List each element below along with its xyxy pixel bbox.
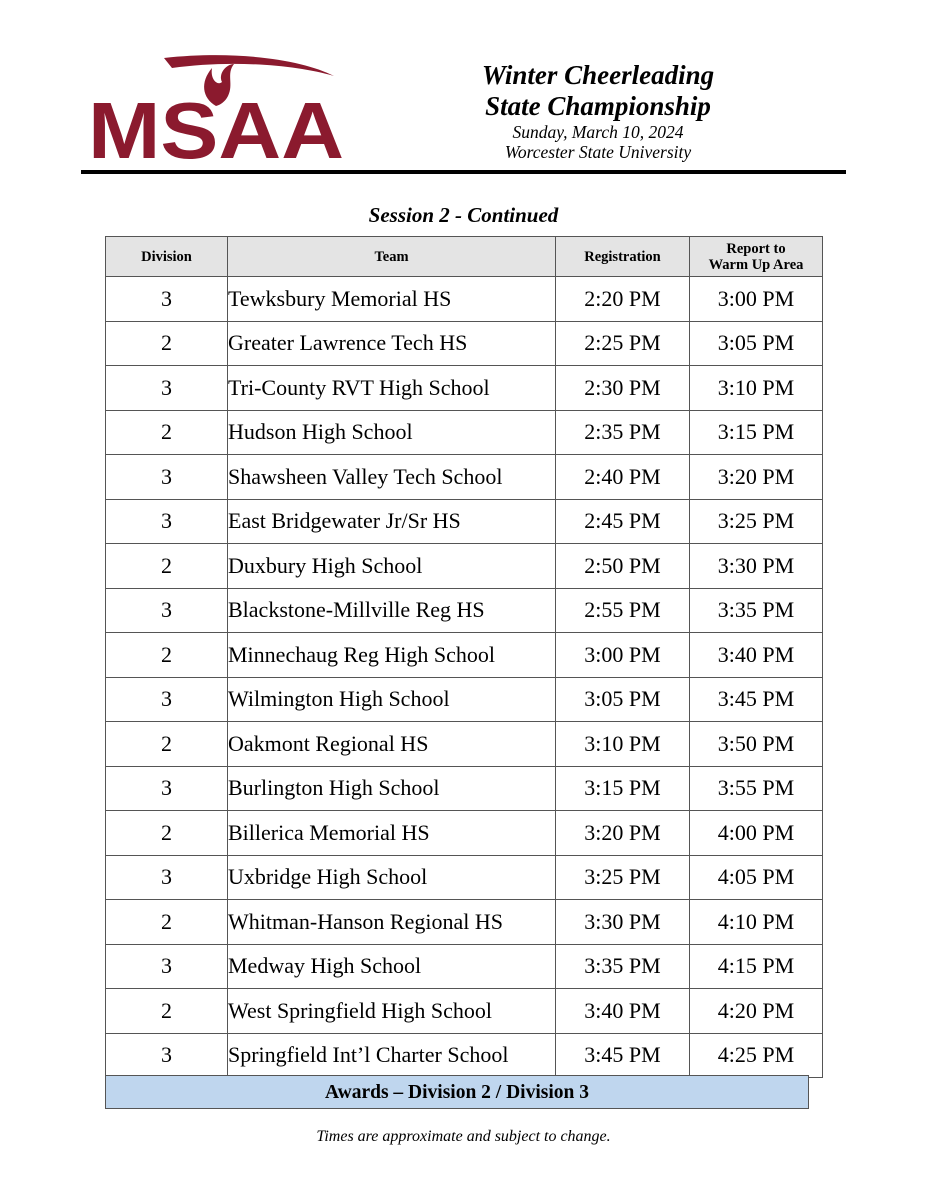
registration-cell: 3:40 PM	[556, 989, 690, 1034]
table-row	[106, 277, 823, 322]
table-row	[106, 1033, 823, 1078]
table-row	[106, 900, 823, 945]
header	[380, 60, 816, 162]
registration-cell: 2:50 PM	[556, 544, 690, 589]
table-row	[106, 722, 823, 767]
division-cell: 2	[106, 722, 228, 767]
team-cell: Blackstone-Millville Reg HS	[228, 588, 556, 633]
registration-cell: 3:10 PM	[556, 722, 690, 767]
division-cell: 3	[106, 455, 228, 500]
header-registration: Registration	[556, 237, 690, 277]
table-header-row	[106, 237, 823, 277]
division-cell: 2	[106, 900, 228, 945]
report-cell: 4:25 PM	[690, 1033, 823, 1078]
registration-cell: 3:05 PM	[556, 677, 690, 722]
report-cell: 4:05 PM	[690, 855, 823, 900]
table-row	[106, 455, 823, 500]
team-cell: Whitman-Hanson Regional HS	[228, 900, 556, 945]
registration-cell: 2:55 PM	[556, 588, 690, 633]
division-cell: 3	[106, 277, 228, 322]
report-cell: 3:55 PM	[690, 766, 823, 811]
team-cell: Wilmington High School	[228, 677, 556, 722]
header-report-line2: Warm Up Area	[708, 256, 804, 273]
report-cell: 3:15 PM	[690, 410, 823, 455]
division-cell: 3	[106, 1033, 228, 1078]
awards-banner: Awards – Division 2 / Division 3	[105, 1075, 809, 1109]
registration-cell: 3:25 PM	[556, 855, 690, 900]
table-row	[106, 855, 823, 900]
report-cell: 4:20 PM	[690, 989, 823, 1034]
table-row	[106, 544, 823, 589]
report-cell: 3:20 PM	[690, 455, 823, 500]
registration-cell: 3:00 PM	[556, 633, 690, 678]
team-cell: West Springfield High School	[228, 989, 556, 1034]
table-row	[106, 989, 823, 1034]
title-line-1: Winter Cheerleading	[481, 60, 715, 90]
division-cell: 2	[106, 544, 228, 589]
header-team: Team	[228, 237, 556, 277]
division-cell: 3	[106, 366, 228, 411]
event-venue: Worcester State University	[504, 142, 692, 162]
title-line-2: State Championship	[485, 91, 711, 121]
header-division: Division	[106, 237, 228, 277]
report-cell: 3:00 PM	[690, 277, 823, 322]
table-row	[106, 944, 823, 989]
team-cell: Oakmont Regional HS	[228, 722, 556, 767]
team-cell: Minnechaug Reg High School	[228, 633, 556, 678]
table-row	[106, 766, 823, 811]
division-cell: 3	[106, 855, 228, 900]
team-cell: Tri-County RVT High School	[228, 366, 556, 411]
report-cell: 3:45 PM	[690, 677, 823, 722]
team-cell: Springfield Int’l Charter School	[228, 1033, 556, 1078]
team-cell: Uxbridge High School	[228, 855, 556, 900]
header-divider	[81, 170, 846, 174]
report-cell: 4:15 PM	[690, 944, 823, 989]
division-cell: 2	[106, 321, 228, 366]
logo-swoosh-icon	[164, 55, 334, 76]
report-cell: 3:35 PM	[690, 588, 823, 633]
registration-cell: 3:15 PM	[556, 766, 690, 811]
table-row	[106, 811, 823, 856]
registration-cell: 2:25 PM	[556, 321, 690, 366]
event-date: Sunday, March 10, 2024	[512, 122, 684, 142]
table-row	[106, 321, 823, 366]
team-cell: Tewksbury Memorial HS	[228, 277, 556, 322]
header-report	[690, 237, 823, 277]
team-cell: Burlington High School	[228, 766, 556, 811]
registration-cell: 2:30 PM	[556, 366, 690, 411]
msaa-logo	[88, 52, 348, 164]
table-row	[106, 366, 823, 411]
schedule-table	[105, 236, 823, 1078]
registration-cell: 3:45 PM	[556, 1033, 690, 1078]
report-cell: 3:05 PM	[690, 321, 823, 366]
report-cell: 3:30 PM	[690, 544, 823, 589]
session-title: Session 2 - Continued	[368, 203, 559, 227]
table-row	[106, 677, 823, 722]
table-row	[106, 633, 823, 678]
footnote: Times are approximate and subject to change.	[316, 1128, 611, 1145]
table-row	[106, 410, 823, 455]
logo-wordmark: MSAA	[88, 86, 344, 164]
team-cell: Greater Lawrence Tech HS	[228, 321, 556, 366]
division-cell: 3	[106, 588, 228, 633]
registration-cell: 2:35 PM	[556, 410, 690, 455]
report-cell: 3:40 PM	[690, 633, 823, 678]
registration-cell: 3:20 PM	[556, 811, 690, 856]
report-cell: 3:25 PM	[690, 499, 823, 544]
table-body	[106, 277, 823, 1078]
division-cell: 3	[106, 944, 228, 989]
team-cell: Hudson High School	[228, 410, 556, 455]
registration-cell: 2:20 PM	[556, 277, 690, 322]
registration-cell: 3:30 PM	[556, 900, 690, 945]
registration-cell: 2:40 PM	[556, 455, 690, 500]
team-cell: Billerica Memorial HS	[228, 811, 556, 856]
division-cell: 2	[106, 989, 228, 1034]
report-cell: 4:00 PM	[690, 811, 823, 856]
report-cell: 3:50 PM	[690, 722, 823, 767]
division-cell: 3	[106, 766, 228, 811]
team-cell: Medway High School	[228, 944, 556, 989]
division-cell: 2	[106, 410, 228, 455]
team-cell: Shawsheen Valley Tech School	[228, 455, 556, 500]
team-cell: Duxbury High School	[228, 544, 556, 589]
table-row	[106, 588, 823, 633]
header-report-line1: Report to	[726, 240, 786, 257]
registration-cell: 3:35 PM	[556, 944, 690, 989]
table-row	[106, 499, 823, 544]
division-cell: 3	[106, 677, 228, 722]
report-cell: 3:10 PM	[690, 366, 823, 411]
report-cell: 4:10 PM	[690, 900, 823, 945]
division-cell: 3	[106, 499, 228, 544]
registration-cell: 2:45 PM	[556, 499, 690, 544]
division-cell: 2	[106, 633, 228, 678]
team-cell: East Bridgewater Jr/Sr HS	[228, 499, 556, 544]
division-cell: 2	[106, 811, 228, 856]
